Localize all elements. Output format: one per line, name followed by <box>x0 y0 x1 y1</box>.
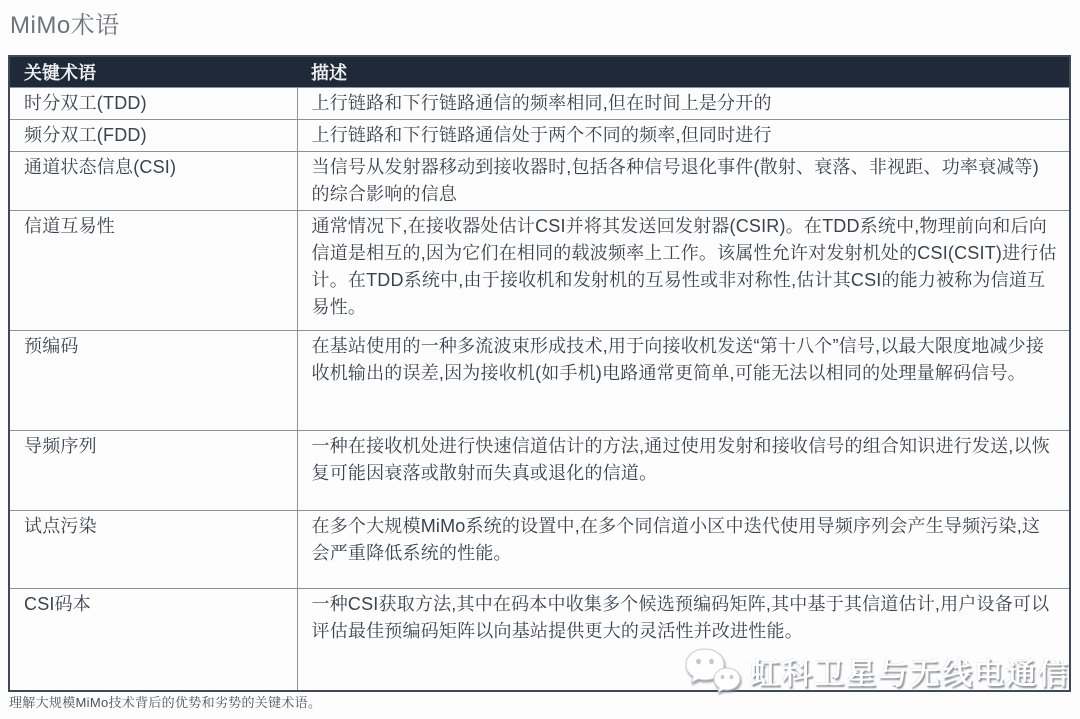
table-row <box>9 589 1070 691</box>
term-cell: 预编码 <box>9 331 297 431</box>
table-row <box>9 88 1070 120</box>
description-cell: 上行链路和下行链路通信的频率相同,但在时间上是分开的 <box>297 88 1070 120</box>
table-row <box>9 211 1070 331</box>
header-cell-key-term: 关键术语 <box>9 56 297 88</box>
term-cell: CSI码本 <box>9 589 297 691</box>
watermark-text: 虹科卫星与无线电通信 <box>750 658 1070 691</box>
term-cell: 频分双工(FDD) <box>9 120 297 152</box>
term-cell: 通道状态信息(CSI) <box>9 152 297 211</box>
description-cell: 当信号从发射器移动到接收器时,包括各种信号退化事件(散射、衰落、非视距、功率衰减等)的综合影响的信息 <box>297 152 1070 211</box>
description-cell: 在基站使用的一种多流波束形成技术,用于向接收机发送“第十八个”信号,以最大限度地减少接收机输出的误差,因为接收机(如手机)电路通常更简单,可能无法以相同的处理量解码信号。 <box>297 331 1070 431</box>
header-cell-description: 描述 <box>297 56 1070 88</box>
table-row <box>9 152 1070 211</box>
table-row <box>9 431 1070 511</box>
description-cell: 一种在接收机处进行快速信道估计的方法,通过使用发射和接收信号的组合知识进行发送,以恢复可能因衰落或散射而失真或退化的信道。 <box>297 431 1070 511</box>
terminology-table <box>8 55 1071 692</box>
term-cell: 信道互易性 <box>9 211 297 331</box>
description-cell: 在多个大规模MiMo系统的设置中,在多个同信道小区中迭代使用导频序列会产生导频污染,这会严重降低系统的性能。 <box>297 511 1070 589</box>
table-header-row <box>9 56 1070 88</box>
table-row <box>9 331 1070 431</box>
table-caption: 理解大规模MiMo技术背后的优势和劣势的关键术语。 <box>9 695 322 710</box>
table-row <box>9 511 1070 589</box>
description-cell: 通常情况下,在接收器处估计CSI并将其发送回发射器(CSIR)。在TDD系统中,物理前向和后向信道是相互的,因为它们在相同的载波频率上工作。该属性允许对发射机处的CSI(CSIT)进行估计。在TDD系统中,由于接收机和发射机的互易性或非对称性,估计其CSI的能力被称为信道互易性。 <box>297 211 1070 331</box>
term-cell: 试点污染 <box>9 511 297 589</box>
term-cell: 导频序列 <box>9 431 297 511</box>
description-cell: 上行链路和下行链路通信处于两个不同的频率,但同时进行 <box>297 120 1070 152</box>
page-title: MiMo术语 <box>10 12 120 39</box>
table-row <box>9 120 1070 152</box>
term-cell: 时分双工(TDD) <box>9 88 297 120</box>
description-cell: 一种CSI获取方法,其中在码本中收集多个候选预编码矩阵,其中基于其信道估计,用户设备可以评估最佳预编码矩阵以向基站提供更大的灵活性并改进性能。 <box>297 589 1070 691</box>
